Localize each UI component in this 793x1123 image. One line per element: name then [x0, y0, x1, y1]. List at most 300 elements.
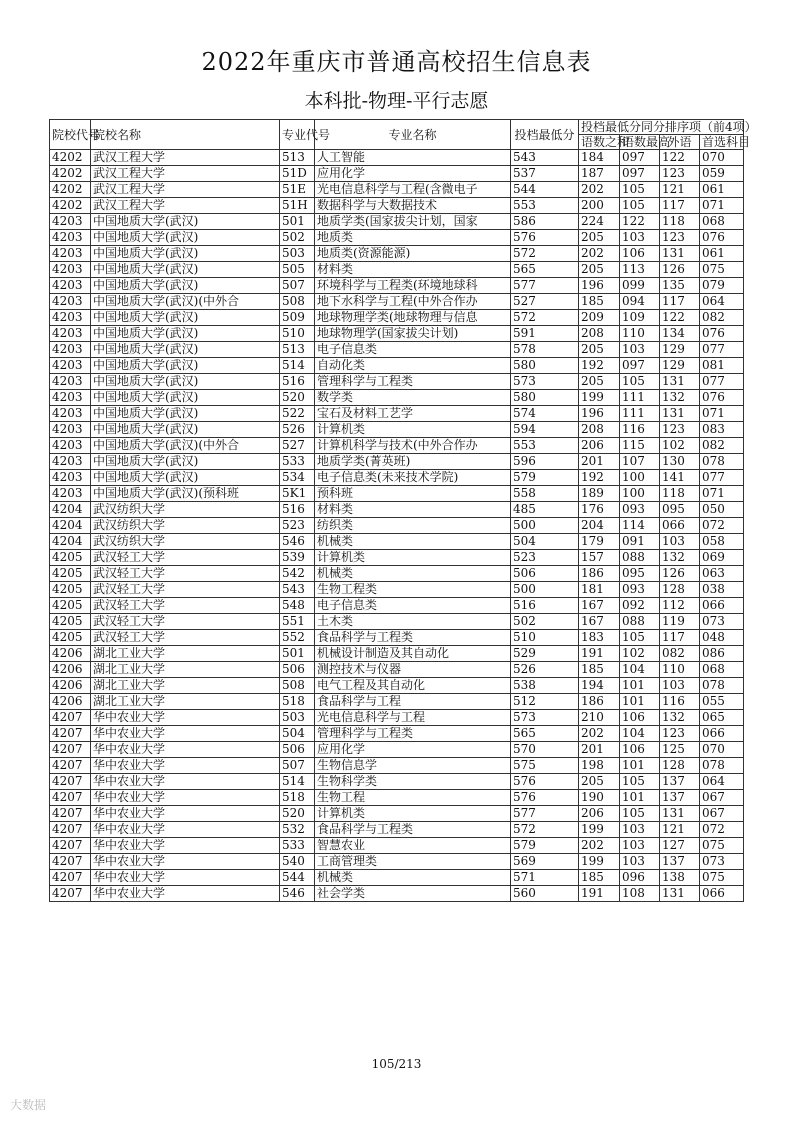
cell-school-code: 4207	[50, 822, 91, 838]
cell-tie-primary: 077	[700, 470, 744, 486]
cell-tie-max: 101	[620, 694, 660, 710]
cell-major-code: 51D	[280, 166, 315, 182]
cell-tie-foreign: 126	[660, 566, 700, 582]
cell-tie-max: 102	[620, 646, 660, 662]
cell-tie-max: 096	[620, 870, 660, 886]
table-row	[50, 374, 744, 390]
cell-tie-sum: 192	[579, 358, 620, 374]
cell-school-code: 4202	[50, 198, 91, 214]
table-row	[50, 502, 744, 518]
cell-major-name: 土木类	[315, 614, 511, 630]
cell-major-code: 509	[280, 310, 315, 326]
cell-major-code: 532	[280, 822, 315, 838]
table-row	[50, 246, 744, 262]
cell-school-code: 4204	[50, 534, 91, 550]
cell-tie-max: 105	[620, 182, 660, 198]
cell-school-code: 4206	[50, 694, 91, 710]
cell-major-name: 计算机类	[315, 806, 511, 822]
cell-tie-sum: 187	[579, 166, 620, 182]
cell-school-code: 4207	[50, 806, 91, 822]
cell-school-code: 4203	[50, 278, 91, 294]
cell-tie-foreign: 129	[660, 342, 700, 358]
cell-major-name: 光电信息科学与工程(含微电子	[315, 182, 511, 198]
cell-major-code: 546	[280, 534, 315, 550]
cell-tie-foreign: 129	[660, 358, 700, 374]
table-row	[50, 758, 744, 774]
cell-school-code: 4206	[50, 678, 91, 694]
cell-major-code: 518	[280, 790, 315, 806]
cell-school-name: 中国地质大学(武汉)	[91, 246, 280, 262]
table-row	[50, 422, 744, 438]
cell-min-score: 565	[511, 262, 579, 278]
cell-tie-max: 111	[620, 406, 660, 422]
cell-school-name: 中国地质大学(武汉)	[91, 278, 280, 294]
cell-school-code: 4203	[50, 486, 91, 502]
cell-min-score: 500	[511, 582, 579, 598]
cell-tie-primary: 082	[700, 438, 744, 454]
cell-major-code: 516	[280, 374, 315, 390]
cell-tie-max: 105	[620, 630, 660, 646]
cell-school-name: 中国地质大学(武汉)	[91, 310, 280, 326]
cell-major-name: 生物科学类	[315, 774, 511, 790]
table-row	[50, 870, 744, 886]
cell-min-score: 558	[511, 486, 579, 502]
cell-major-code: 51E	[280, 182, 315, 198]
cell-tie-max: 101	[620, 758, 660, 774]
cell-tie-primary: 065	[700, 710, 744, 726]
table-row	[50, 646, 744, 662]
cell-tie-primary: 038	[700, 582, 744, 598]
cell-major-code: 527	[280, 438, 315, 454]
cell-tie-foreign: 135	[660, 278, 700, 294]
cell-tie-max: 100	[620, 486, 660, 502]
cell-school-code: 4203	[50, 358, 91, 374]
cell-tie-max: 095	[620, 566, 660, 582]
cell-tie-sum: 208	[579, 422, 620, 438]
table-row	[50, 390, 744, 406]
cell-tie-sum: 201	[579, 742, 620, 758]
header-school-code: 院校代号	[50, 120, 91, 150]
cell-tie-foreign: 122	[660, 150, 700, 166]
cell-tie-foreign: 137	[660, 774, 700, 790]
table-row	[50, 198, 744, 214]
header-min-score: 投档最低分	[511, 120, 579, 150]
cell-tie-sum: 199	[579, 822, 620, 838]
cell-tie-max: 111	[620, 390, 660, 406]
cell-major-code: 526	[280, 422, 315, 438]
cell-tie-primary: 068	[700, 214, 744, 230]
cell-school-code: 4202	[50, 150, 91, 166]
cell-major-name: 自动化类	[315, 358, 511, 374]
table-row	[50, 230, 744, 246]
cell-tie-primary: 067	[700, 806, 744, 822]
cell-min-score: 512	[511, 694, 579, 710]
cell-tie-foreign: 095	[660, 502, 700, 518]
cell-tie-foreign: 121	[660, 182, 700, 198]
cell-tie-foreign: 102	[660, 438, 700, 454]
cell-major-name: 生物工程类	[315, 582, 511, 598]
table-row	[50, 614, 744, 630]
cell-major-code: 543	[280, 582, 315, 598]
table-row	[50, 742, 744, 758]
cell-school-code: 4203	[50, 246, 91, 262]
cell-tie-foreign: 123	[660, 422, 700, 438]
cell-tie-primary: 078	[700, 678, 744, 694]
cell-major-name: 地质类(资源能源)	[315, 246, 511, 262]
cell-tie-primary: 064	[700, 294, 744, 310]
cell-major-code: 518	[280, 694, 315, 710]
cell-school-code: 4203	[50, 230, 91, 246]
cell-major-name: 计算机科学与技术(中外合作办	[315, 438, 511, 454]
cell-major-code: 544	[280, 870, 315, 886]
cell-school-code: 4207	[50, 870, 91, 886]
cell-school-name: 中国地质大学(武汉)	[91, 406, 280, 422]
cell-major-name: 地下水科学与工程(中外合作办	[315, 294, 511, 310]
cell-major-code: 534	[280, 470, 315, 486]
cell-tie-sum: 198	[579, 758, 620, 774]
cell-min-score: 502	[511, 614, 579, 630]
cell-major-name: 地质学类(国家拔尖计划，国家	[315, 214, 511, 230]
table-row	[50, 406, 744, 422]
cell-tie-sum: 208	[579, 326, 620, 342]
cell-school-code: 4207	[50, 710, 91, 726]
cell-tie-foreign: 137	[660, 854, 700, 870]
cell-school-code: 4205	[50, 614, 91, 630]
cell-tie-sum: 184	[579, 150, 620, 166]
cell-min-score: 580	[511, 358, 579, 374]
cell-school-name: 武汉轻工大学	[91, 630, 280, 646]
cell-tie-sum: 199	[579, 390, 620, 406]
cell-major-code: 51H	[280, 198, 315, 214]
table-row	[50, 310, 744, 326]
cell-tie-max: 108	[620, 886, 660, 902]
cell-school-name: 武汉纺织大学	[91, 518, 280, 534]
cell-tie-max: 092	[620, 598, 660, 614]
cell-school-name: 湖北工业大学	[91, 662, 280, 678]
cell-tie-primary: 070	[700, 150, 744, 166]
cell-major-code: 522	[280, 406, 315, 422]
cell-tie-max: 105	[620, 198, 660, 214]
cell-major-name: 预科班	[315, 486, 511, 502]
cell-tie-sum: 209	[579, 310, 620, 326]
header-tie-group: 投档最低分同分排序项（前4项）	[579, 120, 744, 135]
table-row	[50, 214, 744, 230]
cell-tie-foreign: 132	[660, 550, 700, 566]
cell-tie-sum: 190	[579, 790, 620, 806]
cell-school-code: 4202	[50, 182, 91, 198]
cell-major-code: 548	[280, 598, 315, 614]
table-row	[50, 854, 744, 870]
cell-tie-max: 105	[620, 374, 660, 390]
cell-tie-sum: 205	[579, 262, 620, 278]
cell-school-code: 4207	[50, 774, 91, 790]
cell-tie-primary: 076	[700, 390, 744, 406]
cell-school-name: 华中农业大学	[91, 822, 280, 838]
cell-tie-max: 097	[620, 150, 660, 166]
cell-school-code: 4203	[50, 342, 91, 358]
cell-min-score: 572	[511, 822, 579, 838]
cell-min-score: 579	[511, 838, 579, 854]
cell-tie-foreign: 066	[660, 518, 700, 534]
cell-tie-primary: 061	[700, 182, 744, 198]
cell-tie-sum: 183	[579, 630, 620, 646]
table-row	[50, 790, 744, 806]
cell-tie-foreign: 123	[660, 230, 700, 246]
cell-tie-primary: 075	[700, 262, 744, 278]
cell-min-score: 578	[511, 342, 579, 358]
cell-major-code: 546	[280, 886, 315, 902]
table-row	[50, 822, 744, 838]
cell-tie-foreign: 128	[660, 582, 700, 598]
cell-major-name: 智慧农业	[315, 838, 511, 854]
cell-school-name: 中国地质大学(武汉)	[91, 342, 280, 358]
cell-school-code: 4204	[50, 502, 91, 518]
cell-school-name: 中国地质大学(武汉)	[91, 470, 280, 486]
cell-tie-sum: 204	[579, 518, 620, 534]
cell-min-score: 596	[511, 454, 579, 470]
cell-tie-max: 106	[620, 742, 660, 758]
cell-major-name: 光电信息科学与工程	[315, 710, 511, 726]
watermark-text: 大数据	[10, 1098, 47, 1112]
cell-tie-sum: 181	[579, 582, 620, 598]
cell-tie-primary: 076	[700, 326, 744, 342]
cell-tie-foreign: 130	[660, 454, 700, 470]
cell-school-code: 4203	[50, 422, 91, 438]
cell-tie-sum: 200	[579, 198, 620, 214]
cell-school-code: 4203	[50, 310, 91, 326]
cell-school-name: 中国地质大学(武汉)	[91, 358, 280, 374]
cell-major-code: 513	[280, 342, 315, 358]
cell-school-code: 4203	[50, 454, 91, 470]
cell-tie-max: 088	[620, 614, 660, 630]
cell-tie-primary: 071	[700, 486, 744, 502]
cell-tie-primary: 075	[700, 838, 744, 854]
cell-tie-primary: 069	[700, 550, 744, 566]
cell-school-name: 中国地质大学(武汉)	[91, 390, 280, 406]
cell-tie-sum: 191	[579, 886, 620, 902]
cell-school-name: 中国地质大学(武汉)	[91, 422, 280, 438]
cell-tie-sum: 205	[579, 774, 620, 790]
cell-tie-max: 122	[620, 214, 660, 230]
table-row	[50, 694, 744, 710]
cell-major-name: 应用化学	[315, 742, 511, 758]
cell-school-name: 武汉纺织大学	[91, 502, 280, 518]
cell-tie-max: 101	[620, 790, 660, 806]
cell-school-name: 中国地质大学(武汉)	[91, 214, 280, 230]
cell-school-code: 4204	[50, 518, 91, 534]
cell-min-score: 565	[511, 726, 579, 742]
cell-tie-primary: 083	[700, 422, 744, 438]
cell-major-name: 食品科学与工程类	[315, 822, 511, 838]
cell-major-name: 电子信息类	[315, 598, 511, 614]
cell-min-score: 577	[511, 806, 579, 822]
cell-min-score: 575	[511, 758, 579, 774]
cell-tie-max: 113	[620, 262, 660, 278]
cell-tie-max: 114	[620, 518, 660, 534]
cell-school-name: 湖北工业大学	[91, 694, 280, 710]
cell-tie-primary: 075	[700, 870, 744, 886]
cell-tie-foreign: 132	[660, 390, 700, 406]
cell-tie-foreign: 127	[660, 838, 700, 854]
cell-school-name: 华中农业大学	[91, 854, 280, 870]
cell-tie-sum: 186	[579, 694, 620, 710]
cell-major-name: 纺织类	[315, 518, 511, 534]
cell-school-name: 中国地质大学(武汉)	[91, 326, 280, 342]
cell-major-code: 501	[280, 214, 315, 230]
cell-tie-foreign: 123	[660, 726, 700, 742]
cell-tie-foreign: 112	[660, 598, 700, 614]
cell-school-name: 武汉轻工大学	[91, 550, 280, 566]
cell-school-name: 湖北工业大学	[91, 678, 280, 694]
cell-tie-foreign: 117	[660, 294, 700, 310]
cell-tie-max: 094	[620, 294, 660, 310]
cell-school-code: 4205	[50, 566, 91, 582]
cell-tie-primary: 078	[700, 758, 744, 774]
cell-school-code: 4203	[50, 406, 91, 422]
cell-tie-foreign: 123	[660, 166, 700, 182]
cell-tie-primary: 073	[700, 614, 744, 630]
cell-major-name: 地球物理学类(地球物理与信息	[315, 310, 511, 326]
cell-min-score: 506	[511, 566, 579, 582]
cell-tie-max: 104	[620, 662, 660, 678]
cell-tie-max: 105	[620, 806, 660, 822]
cell-major-code: 510	[280, 326, 315, 342]
cell-tie-sum: 185	[579, 294, 620, 310]
table-row	[50, 342, 744, 358]
cell-school-name: 武汉纺织大学	[91, 534, 280, 550]
cell-school-name: 武汉工程大学	[91, 150, 280, 166]
cell-tie-primary: 071	[700, 406, 744, 422]
cell-min-score: 572	[511, 310, 579, 326]
table-row	[50, 150, 744, 166]
table-row	[50, 774, 744, 790]
table-row	[50, 326, 744, 342]
cell-major-name: 地质学类(菁英班)	[315, 454, 511, 470]
cell-tie-sum: 224	[579, 214, 620, 230]
cell-tie-sum: 185	[579, 870, 620, 886]
cell-tie-sum: 196	[579, 406, 620, 422]
cell-school-code: 4203	[50, 262, 91, 278]
cell-tie-max: 088	[620, 550, 660, 566]
cell-school-name: 武汉轻工大学	[91, 582, 280, 598]
cell-major-code: 505	[280, 262, 315, 278]
cell-min-score: 572	[511, 246, 579, 262]
cell-major-code: 539	[280, 550, 315, 566]
cell-tie-sum: 179	[579, 534, 620, 550]
cell-min-score: 523	[511, 550, 579, 566]
table-row	[50, 438, 744, 454]
cell-tie-primary: 066	[700, 598, 744, 614]
cell-min-score: 580	[511, 390, 579, 406]
cell-school-name: 武汉工程大学	[91, 166, 280, 182]
cell-school-code: 4203	[50, 294, 91, 310]
table-row	[50, 534, 744, 550]
cell-tie-foreign: 118	[660, 214, 700, 230]
cell-tie-max: 099	[620, 278, 660, 294]
cell-min-score: 553	[511, 198, 579, 214]
cell-school-name: 中国地质大学(武汉)(中外合	[91, 294, 280, 310]
cell-major-name: 计算机类	[315, 550, 511, 566]
cell-tie-max: 100	[620, 470, 660, 486]
cell-tie-sum: 189	[579, 486, 620, 502]
cell-tie-sum: 167	[579, 614, 620, 630]
cell-tie-sum: 205	[579, 342, 620, 358]
cell-min-score: 574	[511, 406, 579, 422]
cell-major-code: 501	[280, 646, 315, 662]
cell-tie-primary: 050	[700, 502, 744, 518]
cell-school-name: 华中农业大学	[91, 726, 280, 742]
cell-tie-sum: 192	[579, 470, 620, 486]
cell-major-code: 506	[280, 662, 315, 678]
table-row	[50, 262, 744, 278]
cell-tie-foreign: 117	[660, 198, 700, 214]
cell-major-name: 管理科学与工程类	[315, 726, 511, 742]
cell-tie-max: 103	[620, 854, 660, 870]
cell-major-name: 工商管理类	[315, 854, 511, 870]
cell-tie-sum: 194	[579, 678, 620, 694]
cell-tie-primary: 066	[700, 886, 744, 902]
table-row	[50, 470, 744, 486]
cell-major-code: 503	[280, 710, 315, 726]
cell-tie-sum: 205	[579, 374, 620, 390]
cell-tie-sum: 206	[579, 806, 620, 822]
cell-school-name: 武汉轻工大学	[91, 598, 280, 614]
cell-min-score: 527	[511, 294, 579, 310]
cell-tie-primary: 063	[700, 566, 744, 582]
table-row	[50, 166, 744, 182]
cell-tie-primary: 081	[700, 358, 744, 374]
header-tie-primary: 首选科目	[700, 135, 744, 150]
cell-school-code: 4205	[50, 630, 91, 646]
cell-min-score: 504	[511, 534, 579, 550]
table-row	[50, 710, 744, 726]
cell-school-code: 4203	[50, 470, 91, 486]
cell-tie-primary: 077	[700, 374, 744, 390]
cell-school-name: 中国地质大学(武汉)	[91, 454, 280, 470]
cell-min-score: 573	[511, 374, 579, 390]
cell-min-score: 573	[511, 710, 579, 726]
cell-min-score: 591	[511, 326, 579, 342]
cell-min-score: 500	[511, 518, 579, 534]
cell-major-code: 508	[280, 294, 315, 310]
cell-school-name: 武汉工程大学	[91, 198, 280, 214]
cell-school-name: 湖北工业大学	[91, 646, 280, 662]
cell-tie-foreign: 117	[660, 630, 700, 646]
cell-min-score: 526	[511, 662, 579, 678]
cell-min-score: 577	[511, 278, 579, 294]
cell-tie-foreign: 134	[660, 326, 700, 342]
cell-major-name: 生物信息学	[315, 758, 511, 774]
cell-tie-max: 104	[620, 726, 660, 742]
cell-tie-sum: 167	[579, 598, 620, 614]
cell-min-score: 576	[511, 790, 579, 806]
table-row	[50, 806, 744, 822]
cell-major-name: 电气工程及其自动化	[315, 678, 511, 694]
cell-major-name: 机械类	[315, 534, 511, 550]
cell-school-name: 武汉轻工大学	[91, 614, 280, 630]
cell-tie-primary: 072	[700, 822, 744, 838]
cell-school-code: 4203	[50, 390, 91, 406]
cell-major-name: 数学类	[315, 390, 511, 406]
cell-tie-max: 116	[620, 422, 660, 438]
cell-tie-primary: 061	[700, 246, 744, 262]
cell-school-name: 中国地质大学(武汉)	[91, 230, 280, 246]
cell-school-code: 4203	[50, 438, 91, 454]
cell-major-code: 504	[280, 726, 315, 742]
cell-major-name: 材料类	[315, 262, 511, 278]
cell-tie-foreign: 131	[660, 886, 700, 902]
cell-school-code: 4203	[50, 214, 91, 230]
